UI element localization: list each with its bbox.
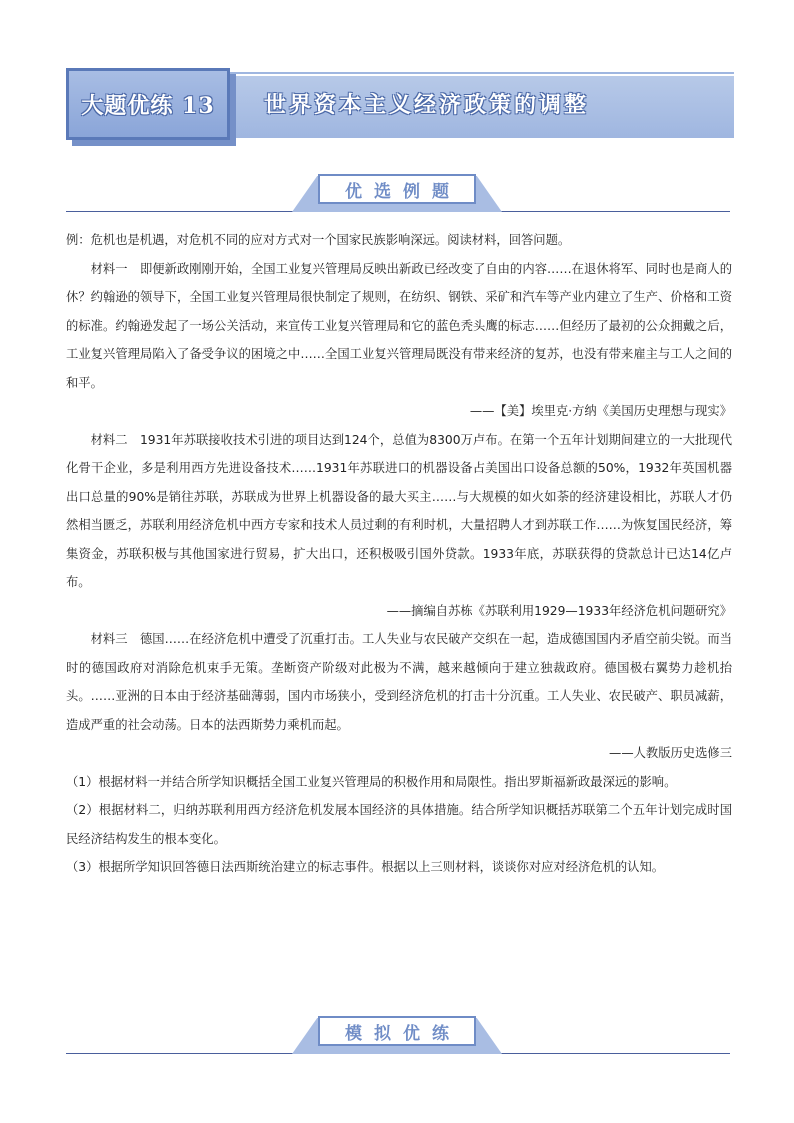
material-three: 材料三 德国……在经济危机中遭受了沉重打击。工人失业与农民破产交织在一起，造成德国国内矛盾空前尖锐。而当时的德国政府对消除危机束手无策。垄断资产阶级对此极为不满，越来越倾向于建立独裁政府。德国极右翼势力趁机抬头。……亚洲的日本由于经济基础薄弱，国内市场狭小，受到经济危机的打击十分沉重。工人失业、农民破产、职员减薪，造成严重的社会动荡。日本的法西斯势力乘机而起。 <box>66 632 732 732</box>
source-three: ——人教版历史选修三 <box>609 746 732 760</box>
section-tag <box>318 1016 476 1046</box>
question-intro: 例：危机也是机遇，对危机不同的应对方式对一个国家民族影响深远。阅读材料，回答问题。 <box>66 233 571 247</box>
sub-question-3: （3）根据所学知识回答德日法西斯统治建立的标志事件。根据以上三则材料，谈谈你对应对经济危机的认知。 <box>66 860 665 874</box>
section-header-example <box>66 172 730 212</box>
section-tag <box>318 174 476 204</box>
header-banner <box>66 68 734 142</box>
section-header-practice <box>66 1014 730 1054</box>
sub-question-2: （2）根据材料二，归纳苏联利用西方经济危机发展本国经济的具体措施。结合所学知识概括苏联第二个五年计划完成时国民经济结构发生的根本变化。 <box>66 803 732 846</box>
sub-question-1: （1）根据材料一并结合所学知识概括全国工业复兴管理局的积极作用和局限性。指出罗斯福新政最深远的影响。 <box>66 774 677 789</box>
material-two: 材料二 1931年苏联接收技术引进的项目达到124个，总值为8300万卢布。在第一个五年计划期间建立的一大批现代化骨干企业，多是利用西方先进设备技术……1931年苏联进口的机器设备占美国出口设备总额的50%，1932年英国机器出口总量的90%是销往苏联，苏联成为世界上机器设备的最大买主……与大规模的如火如荼的经济建设相比，苏联人才仍然相当匮乏，苏联利用经济危机中西方专家和技术人员过剩的有利时机，大量招聘人才到苏联工作……为恢复国民经济，筹集资金，苏联积极与其他国家进行贸易，扩大出口，还积极吸引国外贷款。1933年底，苏联获得的贷款总计已达14亿卢布。 <box>66 432 732 589</box>
banner-top-line <box>226 72 734 74</box>
material-one: 材料一 即便新政刚刚开始，全国工业复兴管理局反映出新政已经改变了自由的内容……在退休将军、同时也是商人的休？约翰逊的领导下，全国工业复兴管理局很快制定了规则，在纺织、钢铁、采矿和汽车等产业内建立了生产、价格和工资的标准。约翰逊发起了一场公关活动，来宣传工业复兴管理局和它的蓝色秃头鹰的标志……但经历了最初的公众拥戴之后，工业复兴管理局陷入了备受争议的困境之中……全国工业复兴管理局既没有带来经济的复苏，也没有带来雇主与工人之间的和平。 <box>66 261 732 390</box>
question-body <box>66 226 732 882</box>
page-title: 世界资本主义经济政策的调整 <box>264 92 590 118</box>
section-title-example: 优选例题 <box>345 181 461 202</box>
banner-label-box <box>66 68 230 140</box>
banner-label: 大题优练 13 <box>81 92 215 119</box>
section-title-practice: 模拟优练 <box>345 1023 461 1044</box>
source-two: ——摘编自苏栋《苏联利用1929—1933年经济危机问题研究》 <box>386 603 732 618</box>
source-one: ——【美】埃里克·方纳《美国历史理想与现实》 <box>469 404 732 418</box>
